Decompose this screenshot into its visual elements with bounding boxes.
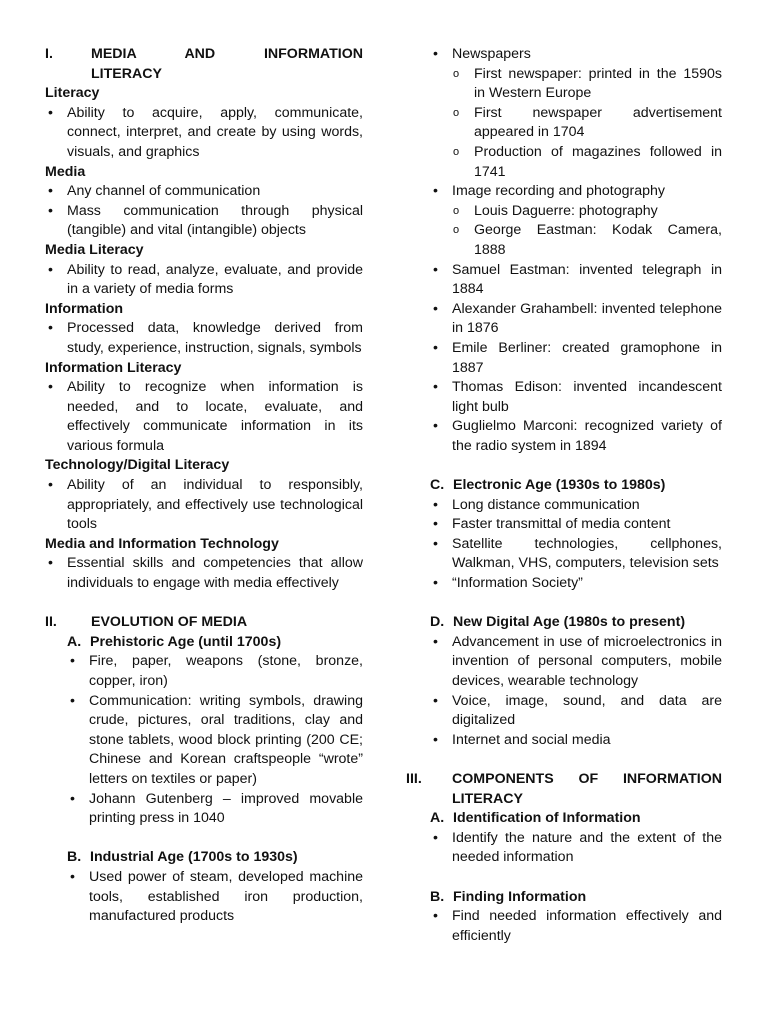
bullet-item: • “Information Society”	[430, 574, 722, 594]
section-heading-1	[45, 45, 363, 84]
section-title: COMPONENTS OF INFORMATION LITERACY	[452, 770, 722, 807]
bullet-item: • Any channel of communication	[45, 182, 363, 202]
sub-bullet-item: o Production of magazines followed in 1741	[430, 143, 722, 182]
bullet-item: • Long distance communication	[430, 496, 722, 516]
bullet-item: • Voice, image, sound, and data are digitalized	[430, 692, 722, 731]
spacer	[430, 594, 722, 614]
bullet-item: • Identify the nature and the extent of the needed information	[430, 829, 722, 868]
bullet-item: • Ability to acquire, apply, communicate, connect, interpret, and create by using words, visuals, and graphics	[45, 104, 363, 163]
section-number: II.	[45, 614, 57, 631]
bullet-item: • Ability to read, analyze, evaluate, and provide in a variety of media forms	[45, 261, 363, 300]
bullet-item: • Fire, paper, weapons (stone, bronze, copper, iron)	[67, 652, 363, 691]
term-heading: Media Literacy	[45, 241, 144, 258]
sub-bullet-item: o First newspaper advertisement appeared in 1704	[430, 104, 722, 143]
left-column	[45, 45, 363, 927]
bullet-item: • Used power of steam, developed machine tools, established iron production, manufactured products	[67, 868, 363, 927]
term-heading: Information Literacy	[45, 359, 182, 376]
term-heading: Information	[45, 300, 124, 317]
bullet-item: • Mass communication through physical (tangible) and vital (intangible) objects	[45, 202, 363, 241]
sub-bullet-item: o Louis Daguerre: photography	[430, 202, 722, 222]
subheading-electronic-age: C. Electronic Age (1930s to 1980s)	[430, 477, 666, 494]
bullet-item: • Ability of an individual to responsibly, appropriately, and effectively use technological tools	[45, 476, 363, 535]
subheading-new-digital-age: D. New Digital Age (1980s to present)	[430, 614, 686, 631]
bullet-item: • Ability to recognize when information is needed, and to locate, evaluate, and effectively communicate information in its various formula	[45, 378, 363, 456]
bullet-item: • Communication: writing symbols, drawing crude, pictures, oral traditions, clay and stone tablets, wood block printing (200 CE; Chinese and Korean craftspeople “wrote” letters on textiles or paper)	[67, 692, 363, 790]
term-heading: Media and Information Technology	[45, 535, 279, 552]
section-title: MEDIA AND INFORMATION LITERACY	[91, 46, 363, 82]
spacer	[45, 594, 363, 614]
bullet-item-newspapers: • Newspapers	[430, 45, 722, 65]
spacer	[45, 829, 363, 849]
bullet-item: • Essential skills and competencies that allow individuals to engage with media effectively	[45, 554, 363, 593]
bullet-item: • Emile Berliner: created gramophone in 1887	[430, 339, 722, 378]
sub-bullet-item: o George Eastman: Kodak Camera, 1888	[430, 221, 722, 260]
spacer	[430, 868, 722, 888]
section-heading-2	[45, 613, 363, 633]
subheading-industrial-age: B. Industrial Age (1700s to 1930s)	[67, 849, 298, 866]
bullet-item: • Guglielmo Marconi: recognized variety of the radio system in 1894	[430, 417, 722, 456]
bullet-item: • Samuel Eastman: invented telegraph in 1884	[430, 261, 722, 300]
term-heading: Literacy	[45, 85, 100, 102]
section-title: EVOLUTION OF MEDIA	[91, 614, 248, 631]
section-number: I.	[45, 46, 53, 62]
right-column	[406, 45, 722, 946]
subheading-prehistoric-age: A. Prehistoric Age (until 1700s)	[67, 633, 282, 650]
spacer	[430, 456, 722, 476]
bullet-item: • Faster transmittal of media content	[430, 515, 722, 535]
bullet-item: • Processed data, knowledge derived from study, experience, instruction, signals, symbols	[45, 319, 363, 358]
bullet-item: • Internet and social media	[430, 731, 722, 751]
bullet-item: • Thomas Edison: invented incandescent light bulb	[430, 378, 722, 417]
subheading-finding-information: B. Finding Information	[430, 888, 587, 905]
bullet-item: • Alexander Grahambell: invented telephone in 1876	[430, 300, 722, 339]
section-heading-3	[406, 770, 722, 809]
subheading-identification: A. Identification of Information	[430, 810, 641, 827]
bullet-item: • Satellite technologies, cellphones, Walkman, VHS, computers, television sets	[430, 535, 722, 574]
bullet-item-image-recording: • Image recording and photography	[430, 182, 722, 202]
sub-bullet-item: o First newspaper: printed in the 1590s in Western Europe	[430, 65, 722, 104]
bullet-item: • Find needed information effectively and efficiently	[430, 907, 722, 946]
term-heading: Media	[45, 163, 86, 180]
section-number: III.	[406, 770, 422, 787]
term-heading: Technology/Digital Literacy	[45, 457, 230, 474]
spacer	[430, 750, 722, 770]
bullet-item: • Advancement in use of microelectronics in invention of personal computers, mobile devices, wearable technology	[430, 633, 722, 692]
bullet-item: • Johann Gutenberg – improved movable printing press in 1040	[67, 790, 363, 829]
